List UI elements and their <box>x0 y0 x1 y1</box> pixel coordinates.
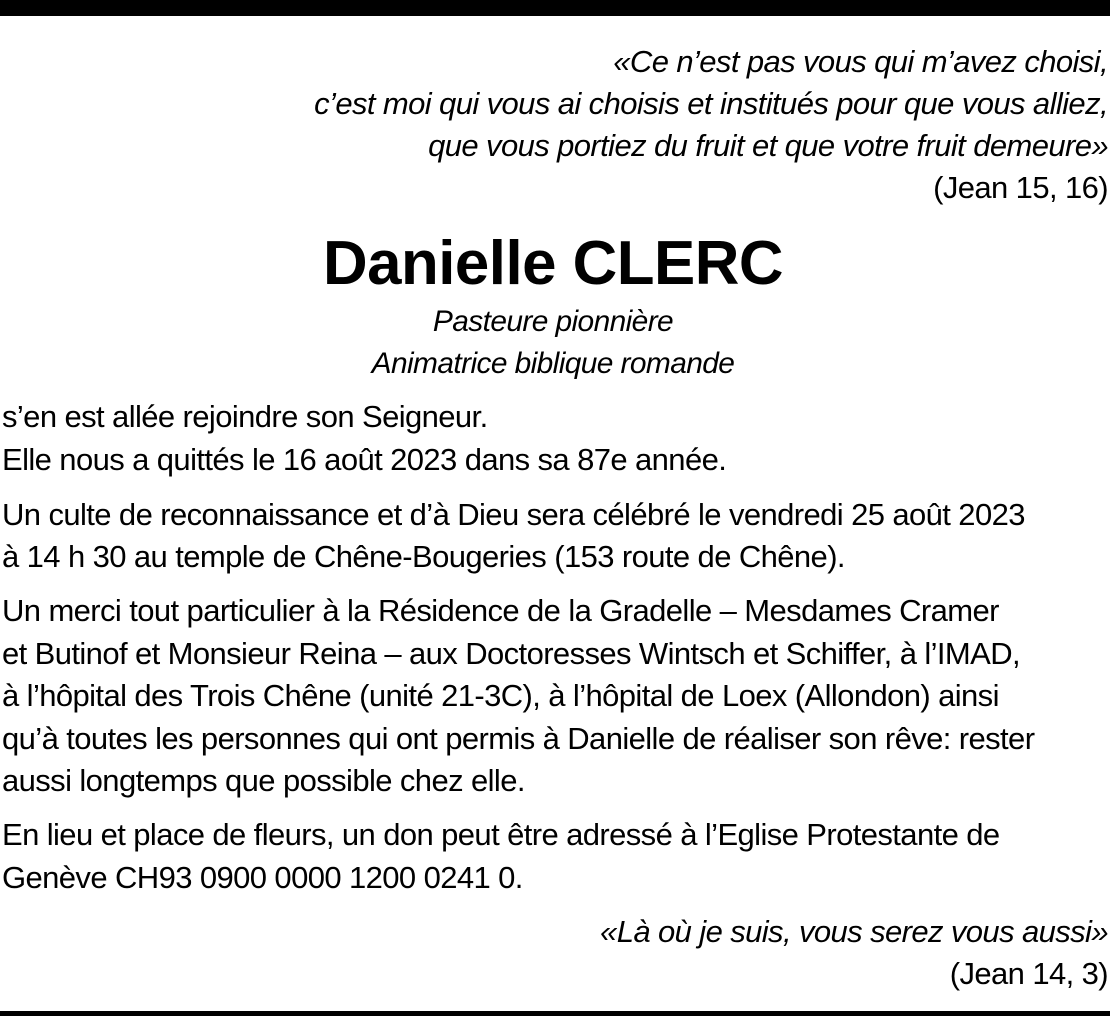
deceased-title: Pasteure pionnière <box>432 305 674 338</box>
paragraph-line: Un culte de reconnaissance et d’à Dieu sera célébré le vendredi 25 août 2023 <box>2 497 1025 532</box>
paragraph-line: à l’hôpital des Trois Chêne (unité 21-3C), à l’hôpital de Loex (Allondon) ainsi <box>2 678 999 713</box>
paragraph-line: s’en est allée rejoindre son Seigneur. <box>2 399 488 434</box>
deceased-title: Animatrice biblique romande <box>371 347 735 380</box>
epigraph-line: c’est moi qui vous ai choisis et institués pour que vous alliez, <box>314 86 1108 121</box>
closing-quote-reference: (Jean 14, 3) <box>949 956 1108 991</box>
epigraph-reference: (Jean 15, 16) <box>933 170 1108 205</box>
epigraph-line: que vous portiez du fruit et que votre fruit demeure» <box>428 128 1108 163</box>
paragraph-line: à 14 h 30 au temple de Chêne-Bougeries (153 route de Chêne). <box>2 539 845 574</box>
paragraph-line: qu’à toutes les personnes qui ont permis à Danielle de réaliser son rêve: rester <box>2 721 1035 756</box>
bottom-border-rule <box>0 1011 1110 1016</box>
paragraph-line: Un merci tout particulier à la Résidence de la Gradelle – Mesdames Cramer <box>2 593 999 628</box>
paragraph-line: et Butinof et Monsieur Reina – aux Doctoresses Wintsch et Schiffer, à l’IMAD, <box>2 636 1021 671</box>
paragraph-line: Elle nous a quittés le 16 août 2023 dans sa 87e année. <box>2 442 727 477</box>
closing-quote-text: «Là où je suis, vous serez vous aussi» <box>600 914 1108 949</box>
deceased-name: Danielle CLERC <box>323 229 783 298</box>
paragraph-line: En lieu et place de fleurs, un don peut être adressé à l’Eglise Protestante de <box>2 817 1000 852</box>
epigraph-line: «Ce n’est pas vous qui m’avez choisi, <box>613 44 1108 79</box>
paragraph-line: aussi longtemps que possible chez elle. <box>2 763 525 798</box>
paragraph-line: Genève CH93 0900 0000 1200 0241 0. <box>2 860 523 895</box>
